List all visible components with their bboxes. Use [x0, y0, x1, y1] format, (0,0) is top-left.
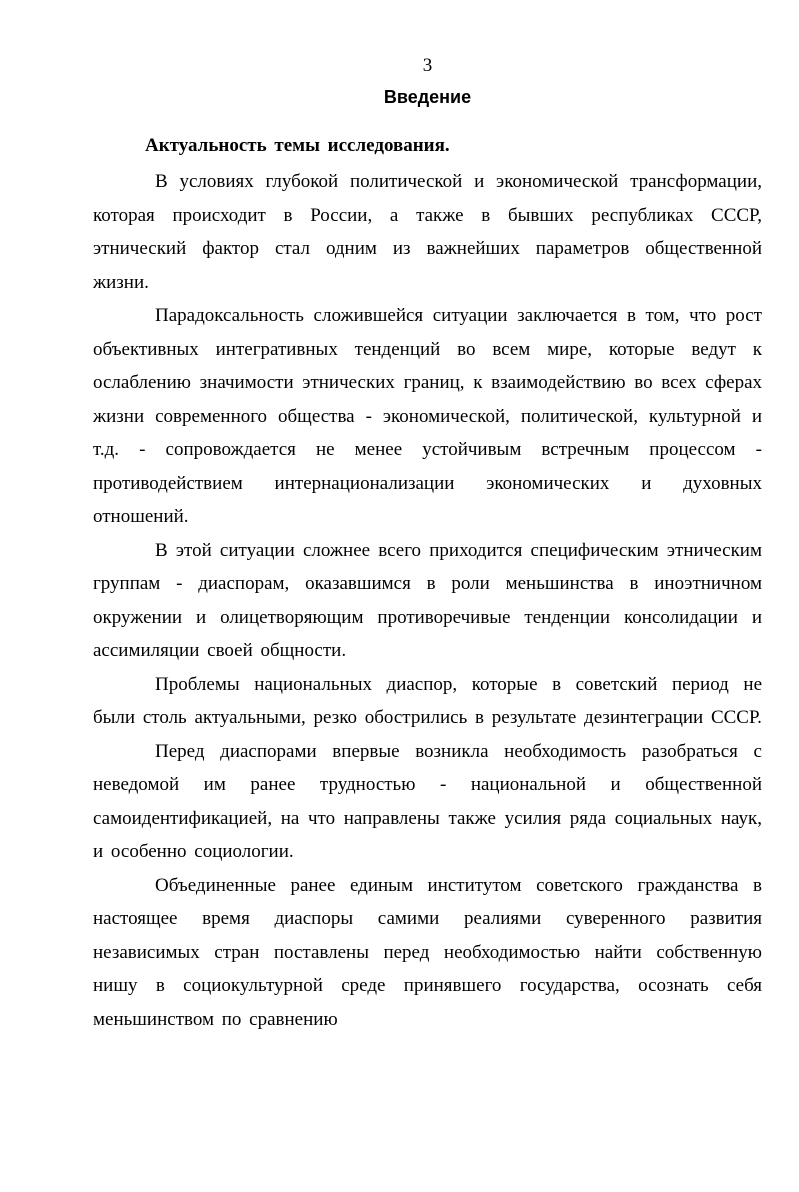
paragraph-1: В условиях глубокой политической и экономической трансформации, которая происходит в России, а также в бывших республиках СССР, этнический фактор стал одним из важнейших параметров общественной жизни. [93, 171, 762, 293]
page-number: 3 [422, 55, 433, 76]
paragraph-2: Парадоксальность сложившейся ситуации заключается в том, что рост объективных интегративных тенденций во всем мире, которые ведут к ослаблению значимости этнических границ, к взаимодействию во всех сферах жизни современного общества - экономической, политической, культурной и т.д. - сопровождается не менее устойчивым встречным процессом - противодействием интернационализации экономических и духовных отношений. [93, 305, 762, 527]
paragraph-6: Объединенные ранее единым институтом советского гражданства в настоящее время диаспоры самими реалиями суверенного развития независимых стран поставлены перед необходимостью найти собственную нишу в социокультурной среде принявшего государства, осознать себя меньшинством по сравнению [93, 874, 762, 1030]
page-title: Введение [383, 87, 472, 107]
paragraph-4: Проблемы национальных диаспор, которые в советский период не были столь актуальными, резко обострились в результате дезинтеграции СССР. [93, 673, 762, 728]
body-text [93, 131, 762, 1036]
paragraph-3: В этой ситуации сложнее всего приходится специфическим этническим группам - диаспорам, оказавшимся в роли меньшинства в иноэтничном окружении и олицетворяющим противоречивые тенденции консолидации и ассимиляции своей общности. [93, 539, 762, 661]
section-heading: Актуальность темы исследования. [145, 135, 450, 156]
paragraph-5: Перед диаспорами впервые возникла необходимость разобраться с неведомой им ранее трудностью - национальной и общественной самоидентификацией, на что направлены также усилия ряда социальных наук, и особенно социологии. [93, 740, 762, 862]
